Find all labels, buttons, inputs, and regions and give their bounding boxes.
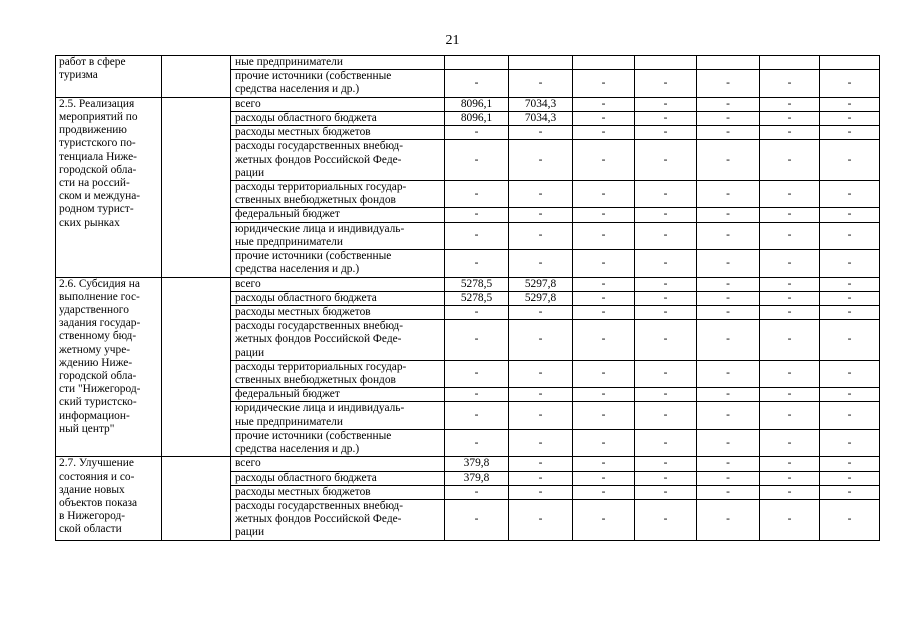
value-cell: - (820, 250, 880, 277)
value-cell: - (760, 70, 820, 97)
value-cell: - (445, 500, 509, 541)
activity-name-cell (56, 277, 162, 457)
value-cell: - (635, 320, 697, 361)
value-cell: - (635, 126, 697, 140)
value-cell: - (697, 126, 760, 140)
funding-source-cell (231, 277, 445, 291)
value-cell: - (760, 402, 820, 429)
value-cell: - (635, 222, 697, 249)
value-cell: - (635, 140, 697, 181)
funding-source-cell (231, 388, 445, 402)
value-cell: - (820, 126, 880, 140)
value-cell: - (445, 320, 509, 361)
funding-source-line: юридические лица и индивидуаль- (235, 402, 405, 415)
value-cell: - (573, 250, 635, 277)
value-cell: - (820, 140, 880, 181)
value-cell: - (509, 180, 573, 207)
value-cell: - (509, 320, 573, 361)
activity-name-line: объектов показа (59, 497, 138, 509)
activity-name-line: работ в сфере (59, 56, 126, 68)
funding-source-cell (231, 111, 445, 125)
value-cell: - (760, 500, 820, 541)
funding-source-line: жетных фондов Российской Феде- (235, 513, 402, 526)
activity-name-line: ской области (59, 523, 122, 536)
funding-source-line: ственных внебюджетных фондов (235, 374, 396, 387)
value-cell: - (760, 180, 820, 207)
activity-name-line: мероприятий по (59, 110, 138, 123)
value-cell: - (820, 457, 880, 471)
value-cell: - (573, 457, 635, 471)
value-cell: - (760, 140, 820, 181)
value-cell: - (697, 291, 760, 305)
value-cell: 379,8 (445, 471, 509, 485)
value-cell: - (820, 388, 880, 402)
value-cell: - (509, 305, 573, 319)
activity-name-line: городской обла- (59, 370, 137, 383)
funding-source-line: ные предприниматели (235, 56, 343, 68)
value-cell: - (697, 97, 760, 111)
value-cell: 5278,5 (445, 291, 509, 305)
funding-source-line: юридические лица и индивидуаль- (235, 222, 405, 235)
funding-source-line: прочие источники (собственные (235, 429, 392, 442)
value-cell: - (635, 471, 697, 485)
funding-source-cell (231, 140, 445, 181)
activity-name-line: задания государ- (59, 317, 141, 330)
funding-source-cell (231, 70, 445, 97)
executor-cell (162, 277, 231, 457)
value-cell: - (635, 457, 697, 471)
value-cell: 7034,3 (509, 111, 573, 125)
value-cell: - (509, 500, 573, 541)
value-cell: - (509, 126, 573, 140)
value-cell: - (445, 208, 509, 222)
value-cell: - (760, 388, 820, 402)
funding-source-line: средства населения и др.) (235, 83, 360, 96)
value-cell: - (573, 208, 635, 222)
value-cell: - (509, 429, 573, 456)
value-cell: - (635, 360, 697, 387)
value-cell: - (509, 402, 573, 429)
activity-name-line: здание новых (59, 483, 125, 496)
value-cell: - (760, 111, 820, 125)
page-number: 21 (445, 33, 460, 48)
value-cell: - (573, 500, 635, 541)
value-cell (509, 56, 573, 70)
value-cell: - (573, 277, 635, 291)
funding-source-line: ные предприниматели (235, 235, 343, 248)
value-cell: - (820, 471, 880, 485)
value-cell: - (697, 485, 760, 499)
funding-source-line: расходы областного бюджета (235, 291, 377, 304)
value-cell: - (573, 320, 635, 361)
value-cell: - (573, 388, 635, 402)
value-cell: - (509, 457, 573, 471)
value-cell: - (760, 291, 820, 305)
funding-source-cell (231, 305, 445, 319)
funding-source-line: расходы местных бюджетов (235, 485, 371, 498)
activity-name-line: информацион- (59, 409, 130, 422)
funding-source-line: расходы территориальных государ- (235, 360, 407, 373)
value-cell: - (820, 429, 880, 456)
activity-name-line: сти на россий- (59, 176, 130, 189)
funding-source-line: жетных фондов Российской Феде- (235, 333, 402, 346)
funding-source-cell (231, 320, 445, 361)
value-cell: - (635, 402, 697, 429)
funding-source-line: средства населения и др.) (235, 443, 360, 456)
value-cell: - (445, 485, 509, 499)
value-cell: - (760, 360, 820, 387)
funding-source-cell (231, 360, 445, 387)
value-cell: - (573, 222, 635, 249)
funding-source-cell (231, 471, 445, 485)
value-cell (760, 56, 820, 70)
activity-name-line: 2.5. Реализация (59, 97, 135, 110)
funding-source-line: расходы местных бюджетов (235, 305, 371, 318)
value-cell: - (820, 111, 880, 125)
value-cell: - (760, 471, 820, 485)
value-cell: - (820, 500, 880, 541)
value-cell: - (820, 208, 880, 222)
activity-name-line: 2.7. Улучшение (59, 457, 134, 470)
value-cell: - (445, 126, 509, 140)
activity-name-line: ском и междуна- (59, 190, 141, 203)
value-cell: 5297,8 (509, 277, 573, 291)
funding-source-cell (231, 250, 445, 277)
value-cell: - (445, 250, 509, 277)
value-cell: 5278,5 (445, 277, 509, 291)
value-cell: 8096,1 (445, 97, 509, 111)
value-cell: - (573, 471, 635, 485)
funding-source-line: всего (235, 97, 261, 110)
activity-name-line: родном турист- (59, 203, 134, 216)
activity-name-line: сти "Нижегород- (59, 383, 141, 396)
value-cell: - (697, 320, 760, 361)
value-cell: - (445, 388, 509, 402)
activity-name-line: ждению Ниже- (59, 356, 133, 369)
value-cell: - (635, 111, 697, 125)
funding-source-line: прочие источники (собственные (235, 250, 392, 263)
funding-table (55, 55, 880, 541)
value-cell: - (445, 180, 509, 207)
funding-source-cell (231, 126, 445, 140)
value-cell: - (760, 126, 820, 140)
value-cell: - (760, 222, 820, 249)
value-cell: - (509, 140, 573, 181)
activity-name-line: выполнение гос- (59, 290, 140, 303)
value-cell: - (820, 291, 880, 305)
value-cell: - (509, 388, 573, 402)
value-cell: - (760, 305, 820, 319)
funding-source-line: всего (235, 277, 261, 290)
value-cell: - (697, 277, 760, 291)
value-cell: 5297,8 (509, 291, 573, 305)
value-cell: - (445, 402, 509, 429)
value-cell: - (573, 111, 635, 125)
value-cell: - (445, 360, 509, 387)
value-cell: - (820, 360, 880, 387)
executor-cell (162, 56, 231, 98)
value-cell: - (820, 320, 880, 361)
activity-name-line: продвижению (59, 124, 127, 137)
funding-source-cell (231, 429, 445, 456)
funding-source-line: рации (235, 526, 265, 539)
value-cell: - (509, 208, 573, 222)
value-cell: - (509, 485, 573, 499)
funding-source-cell (231, 291, 445, 305)
funding-source-line: жетных фондов Российской Феде- (235, 153, 402, 166)
value-cell: - (635, 305, 697, 319)
value-cell: - (573, 485, 635, 499)
value-cell: - (697, 500, 760, 541)
funding-source-line: федеральный бюджет (235, 388, 340, 401)
value-cell: - (760, 277, 820, 291)
value-cell: - (697, 250, 760, 277)
value-cell: - (635, 485, 697, 499)
value-cell: - (697, 402, 760, 429)
activity-name-line: состояния и со- (59, 470, 135, 483)
value-cell: - (573, 402, 635, 429)
activity-name-cell (56, 457, 162, 540)
activity-name-line: 2.6. Субсидия на (59, 277, 140, 290)
funding-source-line: ственных внебюджетных фондов (235, 194, 396, 207)
funding-source-line: рации (235, 346, 265, 359)
executor-cell (162, 457, 231, 540)
value-cell: - (509, 250, 573, 277)
value-cell: - (573, 305, 635, 319)
value-cell: - (760, 208, 820, 222)
funding-source-line: расходы государственных внебюд- (235, 140, 404, 153)
value-cell: - (635, 291, 697, 305)
table-row (56, 457, 880, 471)
value-cell: - (697, 140, 760, 181)
value-cell: - (573, 429, 635, 456)
table-row (56, 97, 880, 111)
value-cell: - (820, 70, 880, 97)
value-cell: - (820, 485, 880, 499)
value-cell: - (697, 457, 760, 471)
value-cell: - (760, 485, 820, 499)
value-cell (635, 56, 697, 70)
funding-source-line: федеральный бюджет (235, 208, 340, 221)
funding-source-cell (231, 500, 445, 541)
funding-source-line: расходы областного бюджета (235, 111, 377, 124)
funding-source-line: расходы государственных внебюд- (235, 500, 404, 512)
funding-source-cell (231, 180, 445, 207)
value-cell (573, 56, 635, 70)
value-cell: - (573, 97, 635, 111)
value-cell: - (635, 277, 697, 291)
value-cell: - (509, 70, 573, 97)
funding-source-cell (231, 208, 445, 222)
value-cell: 8096,1 (445, 111, 509, 125)
value-cell: - (697, 111, 760, 125)
executor-cell (162, 97, 231, 277)
activity-name-line: туристского по- (59, 137, 136, 150)
value-cell: - (760, 457, 820, 471)
value-cell: - (573, 140, 635, 181)
activity-name-cell (56, 56, 162, 98)
value-cell: - (445, 140, 509, 181)
activity-name-line: ударственного (59, 303, 129, 316)
value-cell: - (573, 70, 635, 97)
funding-source-cell (231, 485, 445, 499)
activity-name-line: ственному бюд- (59, 330, 137, 343)
value-cell: - (820, 222, 880, 249)
value-cell: - (573, 360, 635, 387)
activity-name-line: городской обла- (59, 163, 137, 176)
activity-name-cell (56, 97, 162, 277)
value-cell: - (635, 97, 697, 111)
value-cell: 7034,3 (509, 97, 573, 111)
value-cell: - (760, 97, 820, 111)
value-cell (445, 56, 509, 70)
activity-name-line: туризма (59, 69, 98, 82)
value-cell: - (697, 429, 760, 456)
value-cell: - (820, 277, 880, 291)
value-cell: - (635, 70, 697, 97)
value-cell: - (509, 471, 573, 485)
value-cell: - (820, 305, 880, 319)
funding-source-line: расходы местных бюджетов (235, 126, 371, 139)
value-cell: - (509, 360, 573, 387)
funding-source-cell (231, 56, 445, 70)
value-cell: - (635, 429, 697, 456)
value-cell: - (820, 97, 880, 111)
funding-source-line: средства населения и др.) (235, 263, 360, 276)
value-cell: - (697, 360, 760, 387)
value-cell: - (760, 250, 820, 277)
activity-name-line: тенциала Ниже- (59, 150, 137, 163)
funding-source-line: расходы областного бюджета (235, 471, 377, 484)
value-cell: - (820, 180, 880, 207)
value-cell: - (635, 250, 697, 277)
value-cell: - (635, 500, 697, 541)
value-cell: - (697, 208, 760, 222)
value-cell (697, 56, 760, 70)
value-cell: - (573, 291, 635, 305)
funding-source-line: прочие источники (собственные (235, 70, 392, 83)
value-cell: - (445, 70, 509, 97)
value-cell (820, 56, 880, 70)
funding-source-cell (231, 222, 445, 249)
value-cell: - (697, 180, 760, 207)
value-cell: - (697, 222, 760, 249)
value-cell: - (509, 222, 573, 249)
value-cell: - (697, 70, 760, 97)
value-cell: - (573, 126, 635, 140)
value-cell: - (760, 320, 820, 361)
funding-source-cell (231, 97, 445, 111)
funding-source-cell (231, 402, 445, 429)
funding-source-line: рации (235, 166, 265, 179)
value-cell: - (697, 305, 760, 319)
funding-source-line: всего (235, 457, 261, 470)
value-cell: - (697, 471, 760, 485)
value-cell: - (635, 388, 697, 402)
activity-name-line: жетному учре- (59, 343, 131, 356)
table-row (56, 56, 880, 70)
activity-name-line: ских рынках (59, 216, 120, 229)
value-cell: 379,8 (445, 457, 509, 471)
value-cell: - (445, 222, 509, 249)
value-cell: - (697, 388, 760, 402)
value-cell: - (760, 429, 820, 456)
value-cell: - (635, 180, 697, 207)
funding-source-line: расходы государственных внебюд- (235, 320, 404, 333)
funding-source-line: расходы территориальных государ- (235, 180, 407, 193)
activity-name-line: в Нижегород- (59, 510, 126, 523)
value-cell: - (573, 180, 635, 207)
value-cell: - (445, 429, 509, 456)
funding-source-line: ные предприниматели (235, 415, 343, 428)
value-cell: - (445, 305, 509, 319)
value-cell: - (820, 402, 880, 429)
activity-name-line: ский туристско- (59, 396, 137, 409)
table-row (56, 277, 880, 291)
activity-name-line: ный центр" (59, 422, 115, 435)
funding-source-cell (231, 457, 445, 471)
value-cell: - (635, 208, 697, 222)
